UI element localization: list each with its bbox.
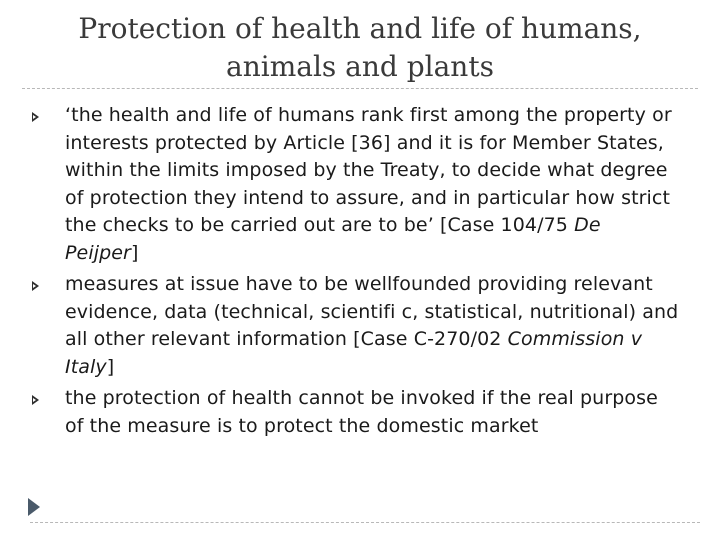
bottom-divider: [30, 522, 700, 523]
case-name: De Peijper: [65, 214, 601, 264]
bullet-item: [20, 271, 680, 381]
triangle-bullet-icon: [32, 281, 39, 291]
bullet-text: measures at issue have to be wellfounded providing relevant evidence, data (technical, scientifi c, statistical, nutritional) and all other relevant information [Case C-270/02: [65, 273, 679, 350]
bullet-item: [20, 102, 680, 267]
bullet-list: [20, 102, 680, 444]
bullet-item: [20, 385, 680, 440]
case-name: Commission v Italy: [65, 328, 643, 378]
bullet-text: the protection of health cannot be invoked if the real purpose of the measure is to protect the domestic market: [65, 387, 658, 437]
bullet-text-end: ]: [130, 241, 139, 264]
corner-arrow-icon: [28, 498, 40, 516]
slide-title: Protection of health and life of humans, animals and plants: [78, 12, 642, 83]
title-divider: [22, 88, 698, 89]
bullet-text-end: ]: [106, 355, 115, 378]
bullet-text: ‘the health and life of humans rank first among the property or interests protected by Article [36] and it is for Member States, within the limits imposed by the Treaty, to decide what degree of protection they intend to assure, and in particular how strict the checks to be carried out are to be’ [Case 104/75: [65, 104, 672, 236]
triangle-bullet-icon: [32, 395, 39, 405]
triangle-bullet-icon: [32, 112, 39, 122]
